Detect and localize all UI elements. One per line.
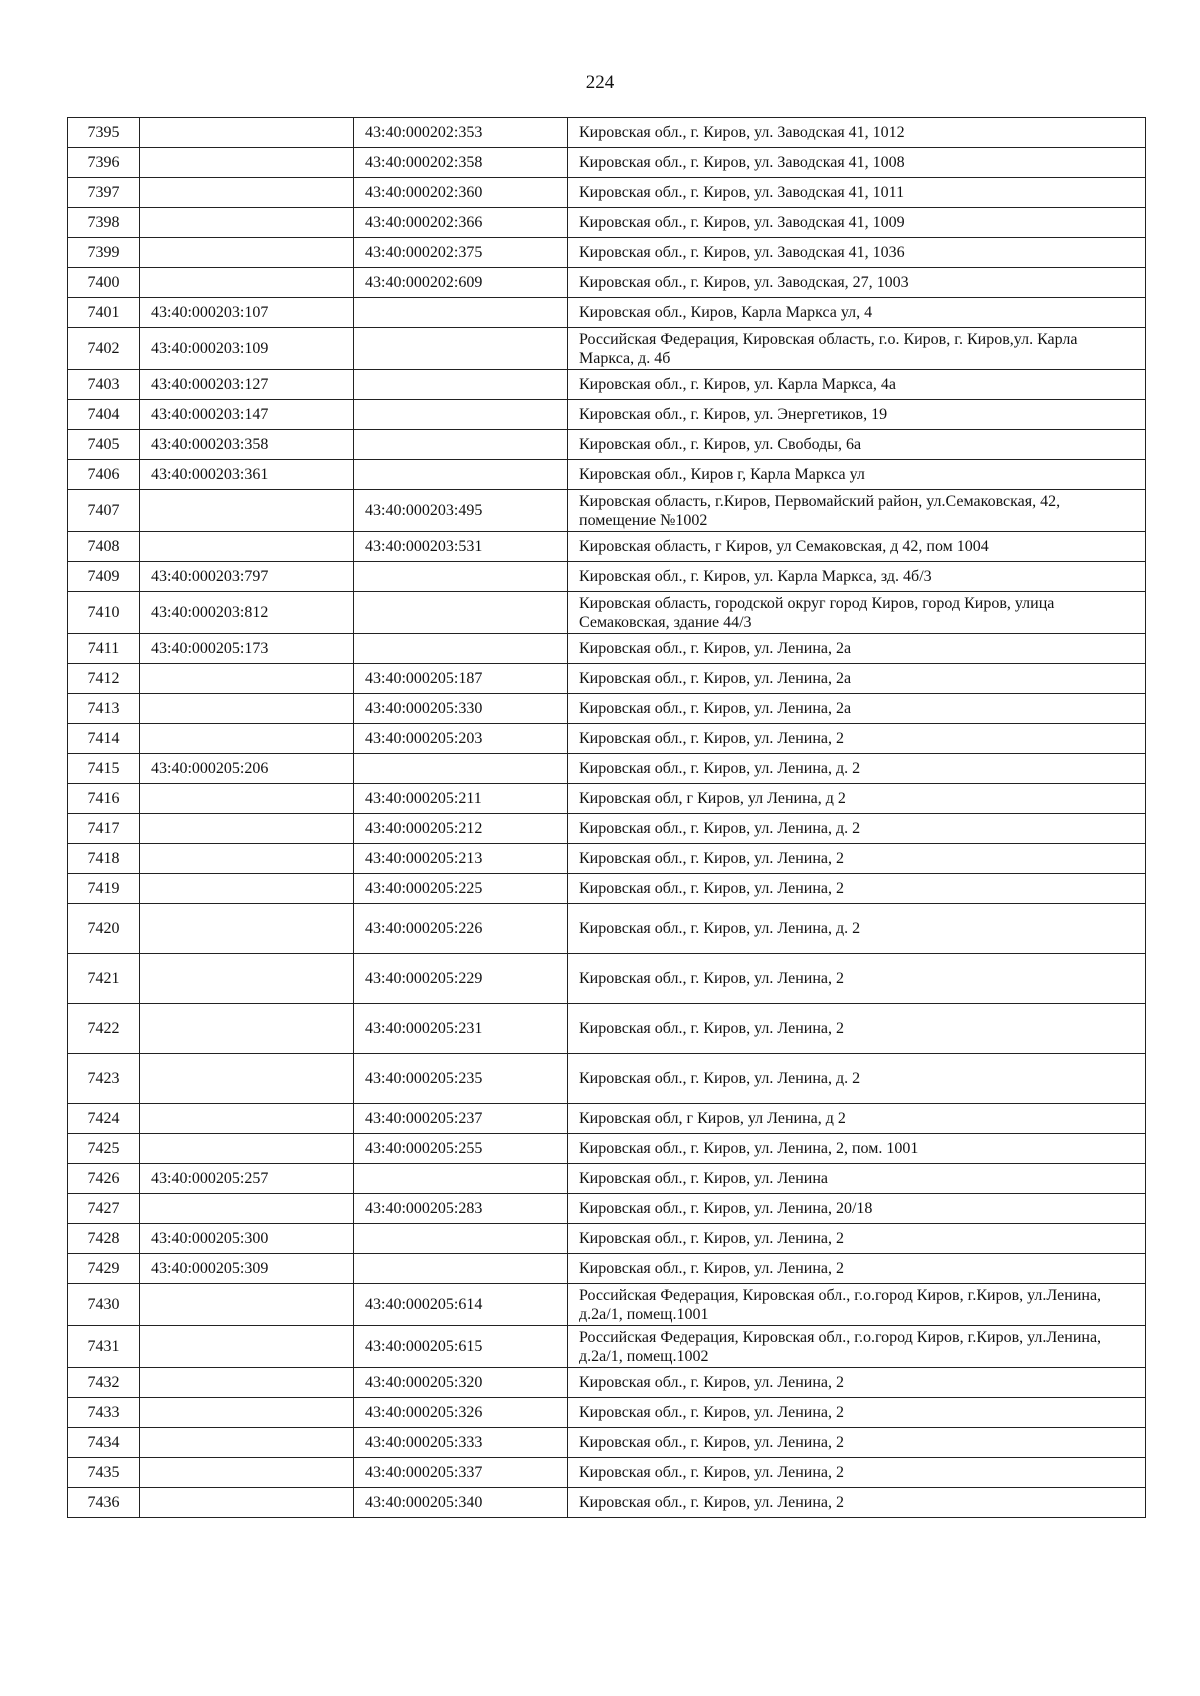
- address-cell: Кировская обл., г. Киров, ул. Ленина, 2а: [568, 664, 1146, 694]
- address-cell: Кировская обл., Киров, Карла Маркса ул, 4: [568, 298, 1146, 328]
- table-row: [68, 532, 1146, 562]
- table-row: [68, 148, 1146, 178]
- row-number-cell: 7432: [68, 1368, 140, 1398]
- table-row: [68, 1368, 1146, 1398]
- cadastral-number-b-cell: 43:40:000205:326: [354, 1398, 568, 1428]
- address-cell: Кировская обл., г. Киров, ул. Заводская 41, 1012: [568, 118, 1146, 148]
- row-number-cell: 7408: [68, 532, 140, 562]
- address-cell: Российская Федерация, Кировская обл., г.о.город Киров, г.Киров, ул.Ленина, д.2а/1, помещ.1002: [568, 1326, 1146, 1368]
- address-cell: Российская Федерация, Кировская обл., г.о.город Киров, г.Киров, ул.Ленина, д.2а/1, помещ.1001: [568, 1284, 1146, 1326]
- row-number-cell: 7423: [68, 1054, 140, 1104]
- address-cell: Кировская обл., г. Киров, ул. Ленина, 2: [568, 1398, 1146, 1428]
- table-row: [68, 460, 1146, 490]
- address-cell: Кировская обл., г. Киров, ул. Ленина, д. 2: [568, 754, 1146, 784]
- address-cell: Кировская обл., г. Киров, ул. Ленина, 2, пом. 1001: [568, 1134, 1146, 1164]
- cadastral-number-a-cell: [140, 1004, 354, 1054]
- cadastral-number-a-cell: 43:40:000203:358: [140, 430, 354, 460]
- row-number-cell: 7420: [68, 904, 140, 954]
- row-number-cell: 7403: [68, 370, 140, 400]
- table-row: [68, 784, 1146, 814]
- cadastral-number-a-cell: [140, 844, 354, 874]
- row-number-cell: 7399: [68, 238, 140, 268]
- row-number-cell: 7417: [68, 814, 140, 844]
- cadastral-number-a-cell: [140, 874, 354, 904]
- address-cell: Кировская обл., г. Киров, ул. Ленина, 2: [568, 1224, 1146, 1254]
- address-cell: Кировская обл., г. Киров, ул. Ленина, 2: [568, 874, 1146, 904]
- cadastral-number-a-cell: [140, 532, 354, 562]
- cadastral-number-a-cell: 43:40:000203:812: [140, 592, 354, 634]
- cadastral-number-b-cell: 43:40:000205:231: [354, 1004, 568, 1054]
- address-cell: Кировская обл., г. Киров, ул. Карла Маркса, зд. 4б/3: [568, 562, 1146, 592]
- cadastral-number-a-cell: [140, 1194, 354, 1224]
- table-row: [68, 400, 1146, 430]
- row-number-cell: 7428: [68, 1224, 140, 1254]
- address-cell: Кировская обл., г. Киров, ул. Ленина, д. 2: [568, 1054, 1146, 1104]
- row-number-cell: 7405: [68, 430, 140, 460]
- cadastral-number-b-cell: 43:40:000205:225: [354, 874, 568, 904]
- row-number-cell: 7407: [68, 490, 140, 532]
- address-cell: Кировская обл., г. Киров, ул. Ленина, 2: [568, 954, 1146, 1004]
- table-row: [68, 1134, 1146, 1164]
- row-number-cell: 7429: [68, 1254, 140, 1284]
- page-number: 224: [585, 72, 615, 93]
- cadastral-number-a-cell: [140, 490, 354, 532]
- cadastral-number-a-cell: [140, 208, 354, 238]
- row-number-cell: 7401: [68, 298, 140, 328]
- cadastral-number-b-cell: 43:40:000205:283: [354, 1194, 568, 1224]
- cadastral-number-b-cell: 43:40:000205:255: [354, 1134, 568, 1164]
- row-number-cell: 7436: [68, 1488, 140, 1518]
- cadastral-number-a-cell: [140, 1134, 354, 1164]
- cadastral-number-b-cell: 43:40:000202:375: [354, 238, 568, 268]
- row-number-cell: 7398: [68, 208, 140, 238]
- row-number-cell: 7412: [68, 664, 140, 694]
- table-row: [68, 562, 1146, 592]
- cadastral-number-b-cell: [354, 430, 568, 460]
- address-cell: Кировская обл., г. Киров, ул. Ленина, 2: [568, 1458, 1146, 1488]
- table-row: [68, 634, 1146, 664]
- address-cell: Кировская обл., г. Киров, ул. Заводская 41, 1008: [568, 148, 1146, 178]
- row-number-cell: 7402: [68, 328, 140, 370]
- cadastral-number-a-cell: 43:40:000203:147: [140, 400, 354, 430]
- cadastral-number-b-cell: 43:40:000205:320: [354, 1368, 568, 1398]
- cadastral-number-a-cell: 43:40:000203:109: [140, 328, 354, 370]
- table-body: [68, 118, 1146, 1518]
- row-number-cell: 7396: [68, 148, 140, 178]
- cadastral-number-a-cell: [140, 664, 354, 694]
- cadastral-number-b-cell: 43:40:000205:333: [354, 1428, 568, 1458]
- address-cell: Кировская обл., г. Киров, ул. Ленина: [568, 1164, 1146, 1194]
- address-cell: Кировская область, г.Киров, Первомайский район, ул.Семаковская, 42, помещение №1002: [568, 490, 1146, 532]
- address-cell: Кировская область, г Киров, ул Семаковская, д 42, пом 1004: [568, 532, 1146, 562]
- address-cell: Кировская обл., г. Киров, ул. Заводская 41, 1011: [568, 178, 1146, 208]
- row-number-cell: 7421: [68, 954, 140, 1004]
- row-number-cell: 7418: [68, 844, 140, 874]
- cadastral-number-a-cell: [140, 814, 354, 844]
- cadastral-number-b-cell: 43:40:000205:340: [354, 1488, 568, 1518]
- cadastral-number-b-cell: 43:40:000202:360: [354, 178, 568, 208]
- cadastral-number-b-cell: 43:40:000203:531: [354, 532, 568, 562]
- cadastral-number-b-cell: 43:40:000202:609: [354, 268, 568, 298]
- cadastral-number-b-cell: 43:40:000205:330: [354, 694, 568, 724]
- address-cell: Кировская обл., г. Киров, ул. Энергетиков, 19: [568, 400, 1146, 430]
- cadastral-number-b-cell: 43:40:000202:353: [354, 118, 568, 148]
- row-number-cell: 7409: [68, 562, 140, 592]
- row-number-cell: 7433: [68, 1398, 140, 1428]
- address-cell: Кировская обл., г. Киров, ул. Ленина, 2: [568, 1254, 1146, 1284]
- row-number-cell: 7422: [68, 1004, 140, 1054]
- cadastral-number-b-cell: 43:40:000202:358: [354, 148, 568, 178]
- cadastral-number-a-cell: [140, 268, 354, 298]
- cadastral-number-b-cell: 43:40:000205:211: [354, 784, 568, 814]
- table-row: [68, 118, 1146, 148]
- cadastral-number-b-cell: 43:40:000205:212: [354, 814, 568, 844]
- cadastral-number-a-cell: 43:40:000203:127: [140, 370, 354, 400]
- table-row: [68, 178, 1146, 208]
- table-row: [68, 694, 1146, 724]
- cadastral-number-b-cell: [354, 1164, 568, 1194]
- cadastral-number-a-cell: [140, 1326, 354, 1368]
- cadastral-number-b-cell: 43:40:000205:187: [354, 664, 568, 694]
- cadastral-number-b-cell: [354, 562, 568, 592]
- address-cell: Кировская обл., г. Киров, ул. Свободы, 6а: [568, 430, 1146, 460]
- cadastral-number-b-cell: [354, 370, 568, 400]
- cadastral-number-a-cell: 43:40:000205:257: [140, 1164, 354, 1194]
- cadastral-number-a-cell: [140, 1368, 354, 1398]
- table-row: [68, 592, 1146, 634]
- table-row: [68, 724, 1146, 754]
- cadastral-number-a-cell: [140, 1488, 354, 1518]
- table-row: [68, 1164, 1146, 1194]
- address-cell: Кировская обл., г. Киров, ул. Ленина, 20/18: [568, 1194, 1146, 1224]
- table-row: [68, 754, 1146, 784]
- table-row: [68, 298, 1146, 328]
- cadastral-number-a-cell: [140, 1284, 354, 1326]
- cadastral-number-b-cell: 43:40:000205:203: [354, 724, 568, 754]
- row-number-cell: 7395: [68, 118, 140, 148]
- table-row: [68, 1054, 1146, 1104]
- address-cell: Кировская обл., г. Киров, ул. Ленина, 2: [568, 1368, 1146, 1398]
- row-number-cell: 7425: [68, 1134, 140, 1164]
- table-row: [68, 1398, 1146, 1428]
- cadastral-number-a-cell: 43:40:000203:797: [140, 562, 354, 592]
- address-cell: Кировская обл., г. Киров, ул. Заводская, 27, 1003: [568, 268, 1146, 298]
- cadastral-number-a-cell: [140, 904, 354, 954]
- cadastral-number-a-cell: 43:40:000205:206: [140, 754, 354, 784]
- row-number-cell: 7413: [68, 694, 140, 724]
- cadastral-number-a-cell: [140, 148, 354, 178]
- row-number-cell: 7410: [68, 592, 140, 634]
- cadastral-number-b-cell: [354, 1254, 568, 1284]
- cadastral-number-a-cell: [140, 118, 354, 148]
- cadastral-number-a-cell: [140, 238, 354, 268]
- cadastral-number-b-cell: 43:40:000202:366: [354, 208, 568, 238]
- address-cell: Кировская обл., Киров г, Карла Маркса ул: [568, 460, 1146, 490]
- table-row: [68, 1458, 1146, 1488]
- address-cell: Кировская обл., г. Киров, ул. Заводская 41, 1036: [568, 238, 1146, 268]
- table-row: [68, 874, 1146, 904]
- row-number-cell: 7435: [68, 1458, 140, 1488]
- table-row: [68, 844, 1146, 874]
- cadastral-number-a-cell: [140, 954, 354, 1004]
- table-row: [68, 1254, 1146, 1284]
- address-cell: Кировская обл., г. Киров, ул. Ленина, 2а: [568, 634, 1146, 664]
- address-cell: Кировская обл, г Киров, ул Ленина, д 2: [568, 1104, 1146, 1134]
- cadastral-number-a-cell: 43:40:000203:107: [140, 298, 354, 328]
- address-cell: Кировская обл., г. Киров, ул. Ленина, д. 2: [568, 904, 1146, 954]
- row-number-cell: 7416: [68, 784, 140, 814]
- cadastral-number-a-cell: [140, 784, 354, 814]
- cadastral-number-b-cell: 43:40:000205:337: [354, 1458, 568, 1488]
- cadastral-number-a-cell: [140, 1458, 354, 1488]
- cadastral-number-b-cell: [354, 1224, 568, 1254]
- table-row: [68, 490, 1146, 532]
- table-row: [68, 664, 1146, 694]
- cadastral-number-a-cell: [140, 1398, 354, 1428]
- cadastral-number-b-cell: 43:40:000205:229: [354, 954, 568, 1004]
- table-row: [68, 814, 1146, 844]
- cadastral-number-b-cell: [354, 328, 568, 370]
- row-number-cell: 7434: [68, 1428, 140, 1458]
- address-cell: Кировская обл, г Киров, ул Ленина, д 2: [568, 784, 1146, 814]
- cadastral-number-b-cell: 43:40:000205:614: [354, 1284, 568, 1326]
- row-number-cell: 7419: [68, 874, 140, 904]
- property-registry-table: [67, 117, 1146, 1518]
- row-number-cell: 7406: [68, 460, 140, 490]
- cadastral-number-a-cell: [140, 178, 354, 208]
- address-cell: Кировская обл., г. Киров, ул. Ленина, 2: [568, 724, 1146, 754]
- cadastral-number-a-cell: [140, 724, 354, 754]
- cadastral-number-a-cell: 43:40:000205:300: [140, 1224, 354, 1254]
- table-row: [68, 1194, 1146, 1224]
- row-number-cell: 7431: [68, 1326, 140, 1368]
- cadastral-number-b-cell: 43:40:000205:226: [354, 904, 568, 954]
- row-number-cell: 7411: [68, 634, 140, 664]
- table-row: [68, 954, 1146, 1004]
- table-row: [68, 904, 1146, 954]
- row-number-cell: 7397: [68, 178, 140, 208]
- cadastral-number-b-cell: [354, 592, 568, 634]
- cadastral-number-a-cell: 43:40:000205:309: [140, 1254, 354, 1284]
- cadastral-number-a-cell: [140, 694, 354, 724]
- cadastral-number-b-cell: 43:40:000205:235: [354, 1054, 568, 1104]
- table-row: [68, 1428, 1146, 1458]
- row-number-cell: 7424: [68, 1104, 140, 1134]
- row-number-cell: 7404: [68, 400, 140, 430]
- cadastral-number-a-cell: [140, 1428, 354, 1458]
- address-cell: Кировская область, городской округ город Киров, город Киров, улица Семаковская, здание 44/3: [568, 592, 1146, 634]
- table-row: [68, 430, 1146, 460]
- row-number-cell: 7400: [68, 268, 140, 298]
- table-row: [68, 1326, 1146, 1368]
- cadastral-number-b-cell: [354, 460, 568, 490]
- address-cell: Кировская обл., г. Киров, ул. Карла Маркса, 4а: [568, 370, 1146, 400]
- row-number-cell: 7430: [68, 1284, 140, 1326]
- cadastral-number-b-cell: 43:40:000205:237: [354, 1104, 568, 1134]
- row-number-cell: 7427: [68, 1194, 140, 1224]
- address-cell: Кировская обл., г. Киров, ул. Заводская 41, 1009: [568, 208, 1146, 238]
- row-number-cell: 7414: [68, 724, 140, 754]
- cadastral-number-b-cell: 43:40:000205:213: [354, 844, 568, 874]
- table-row: [68, 328, 1146, 370]
- cadastral-number-b-cell: [354, 400, 568, 430]
- row-number-cell: 7415: [68, 754, 140, 784]
- table-row: [68, 268, 1146, 298]
- address-cell: Кировская обл., г. Киров, ул. Ленина, 2: [568, 1004, 1146, 1054]
- cadastral-number-a-cell: [140, 1104, 354, 1134]
- address-cell: Кировская обл., г. Киров, ул. Ленина, 2а: [568, 694, 1146, 724]
- table-row: [68, 1004, 1146, 1054]
- address-cell: Кировская обл., г. Киров, ул. Ленина, 2: [568, 844, 1146, 874]
- table-row: [68, 238, 1146, 268]
- cadastral-number-b-cell: 43:40:000205:615: [354, 1326, 568, 1368]
- cadastral-number-b-cell: [354, 298, 568, 328]
- cadastral-number-b-cell: [354, 754, 568, 784]
- cadastral-number-b-cell: [354, 634, 568, 664]
- cadastral-number-b-cell: 43:40:000203:495: [354, 490, 568, 532]
- cadastral-number-a-cell: 43:40:000203:361: [140, 460, 354, 490]
- address-cell: Кировская обл., г. Киров, ул. Ленина, 2: [568, 1428, 1146, 1458]
- address-cell: Кировская обл., г. Киров, ул. Ленина, д. 2: [568, 814, 1146, 844]
- table-row: [68, 370, 1146, 400]
- table-row: [68, 208, 1146, 238]
- address-cell: Российская Федерация, Кировская область, г.о. Киров, г. Киров,ул. Карла Маркса, д. 4б: [568, 328, 1146, 370]
- row-number-cell: 7426: [68, 1164, 140, 1194]
- table-row: [68, 1104, 1146, 1134]
- cadastral-number-a-cell: 43:40:000205:173: [140, 634, 354, 664]
- table-row: [68, 1284, 1146, 1326]
- table-row: [68, 1488, 1146, 1518]
- address-cell: Кировская обл., г. Киров, ул. Ленина, 2: [568, 1488, 1146, 1518]
- table-row: [68, 1224, 1146, 1254]
- cadastral-number-a-cell: [140, 1054, 354, 1104]
